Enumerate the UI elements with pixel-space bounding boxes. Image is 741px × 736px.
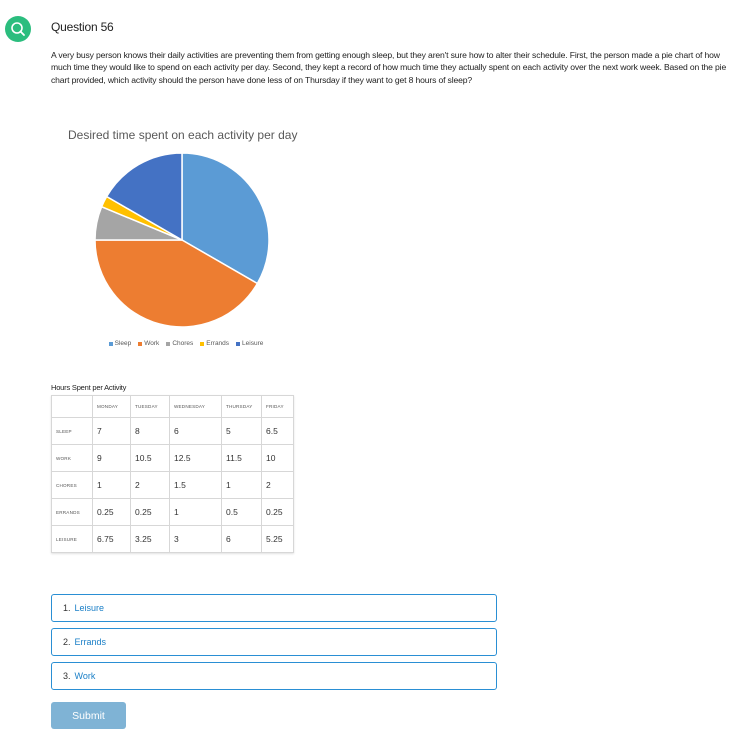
option-number: 2. (63, 637, 71, 647)
table-cell: 1.5 (170, 472, 222, 499)
legend-item-leisure (236, 340, 263, 347)
legend-label: Work (144, 340, 160, 347)
table-cell: 3 (170, 526, 222, 553)
option-label: Errands (74, 637, 107, 647)
option-label: Leisure (74, 603, 105, 613)
table-cell: 10 (262, 445, 294, 472)
question-text: A very busy person knows their daily activities are preventing them from getting enough sleep, but they aren't sure how to alter their schedule. First, the person made a pie chart of how much time they would like to spend on each activity per day. Second, they kept a record of how much time they actually spent on each activity over the next work week. Based on the pie chart provided, which activity should the person have done less of on Thursday if they want to get 8 hours of sleep? (51, 50, 727, 85)
table-header-cell: WEDNESDAY (170, 396, 222, 418)
table-cell: 1 (93, 472, 131, 499)
chart-title: Desired time spent on each activity per day (68, 128, 298, 142)
table-header-cell (52, 396, 93, 418)
answer-option-leisure[interactable] (51, 594, 497, 622)
option-number: 1. (63, 603, 71, 613)
question-title: Question 56 (51, 20, 114, 34)
table-header-cell: TUESDAY (131, 396, 170, 418)
legend-label: Leisure (242, 340, 264, 347)
question-badge (5, 16, 31, 42)
table-cell: 6.5 (262, 418, 294, 445)
table-cell: 1 (170, 499, 222, 526)
legend-label: Sleep (114, 340, 132, 347)
table-cell: 2 (131, 472, 170, 499)
legend-swatch (166, 342, 170, 346)
table-row-label: SLEEP (52, 418, 93, 445)
legend-swatch (236, 342, 240, 346)
legend-item-sleep (109, 340, 132, 347)
table-row-label: WORK (52, 445, 93, 472)
hours-table (51, 395, 294, 553)
table-cell: 7 (93, 418, 131, 445)
table-cell: 1 (222, 472, 262, 499)
legend-swatch (138, 342, 142, 346)
table-header-cell: MONDAY (93, 396, 131, 418)
submit-button[interactable]: Submit (51, 702, 126, 729)
table-row (52, 472, 294, 499)
table-cell: 0.5 (222, 499, 262, 526)
question-search-icon (9, 20, 27, 38)
answer-options (51, 594, 497, 696)
legend-label: Errands (206, 340, 230, 347)
table-cell: 5 (222, 418, 262, 445)
table-header-row (52, 396, 294, 418)
table-cell: 6 (222, 526, 262, 553)
legend-swatch (200, 342, 204, 346)
table-header-cell: THURSDAY (222, 396, 262, 418)
table-row (52, 526, 294, 553)
pie-chart (51, 124, 321, 354)
table-row-label: CHORES (52, 472, 93, 499)
table-cell: 8 (131, 418, 170, 445)
table-row (52, 499, 294, 526)
table-cell: 0.25 (262, 499, 294, 526)
legend-label: Chores (172, 340, 194, 347)
chart-legend (51, 340, 321, 347)
table-row-label: ERRANDS (52, 499, 93, 526)
legend-swatch (109, 342, 113, 346)
table-cell: 9 (93, 445, 131, 472)
table-cell: 6.75 (93, 526, 131, 553)
table-cell: 5.25 (262, 526, 294, 553)
option-label: Work (74, 671, 96, 681)
answer-option-errands[interactable] (51, 628, 497, 656)
table-title: Hours Spent per Activity (51, 383, 127, 392)
option-number: 3. (63, 671, 71, 681)
table-cell: 12.5 (170, 445, 222, 472)
table-cell: 6 (170, 418, 222, 445)
table-cell: 2 (262, 472, 294, 499)
answer-option-work[interactable] (51, 662, 497, 690)
table-row (52, 445, 294, 472)
legend-item-work (138, 340, 159, 347)
table-cell: 10.5 (131, 445, 170, 472)
table-row (52, 418, 294, 445)
table-cell: 3.25 (131, 526, 170, 553)
table-header-cell: FRIDAY (262, 396, 294, 418)
table-cell: 11.5 (222, 445, 262, 472)
table-cell: 0.25 (93, 499, 131, 526)
legend-item-errands (200, 340, 229, 347)
legend-item-chores (166, 340, 193, 347)
pie-chart-plot (51, 124, 321, 334)
table-cell: 0.25 (131, 499, 170, 526)
table-row-label: LEISURE (52, 526, 93, 553)
